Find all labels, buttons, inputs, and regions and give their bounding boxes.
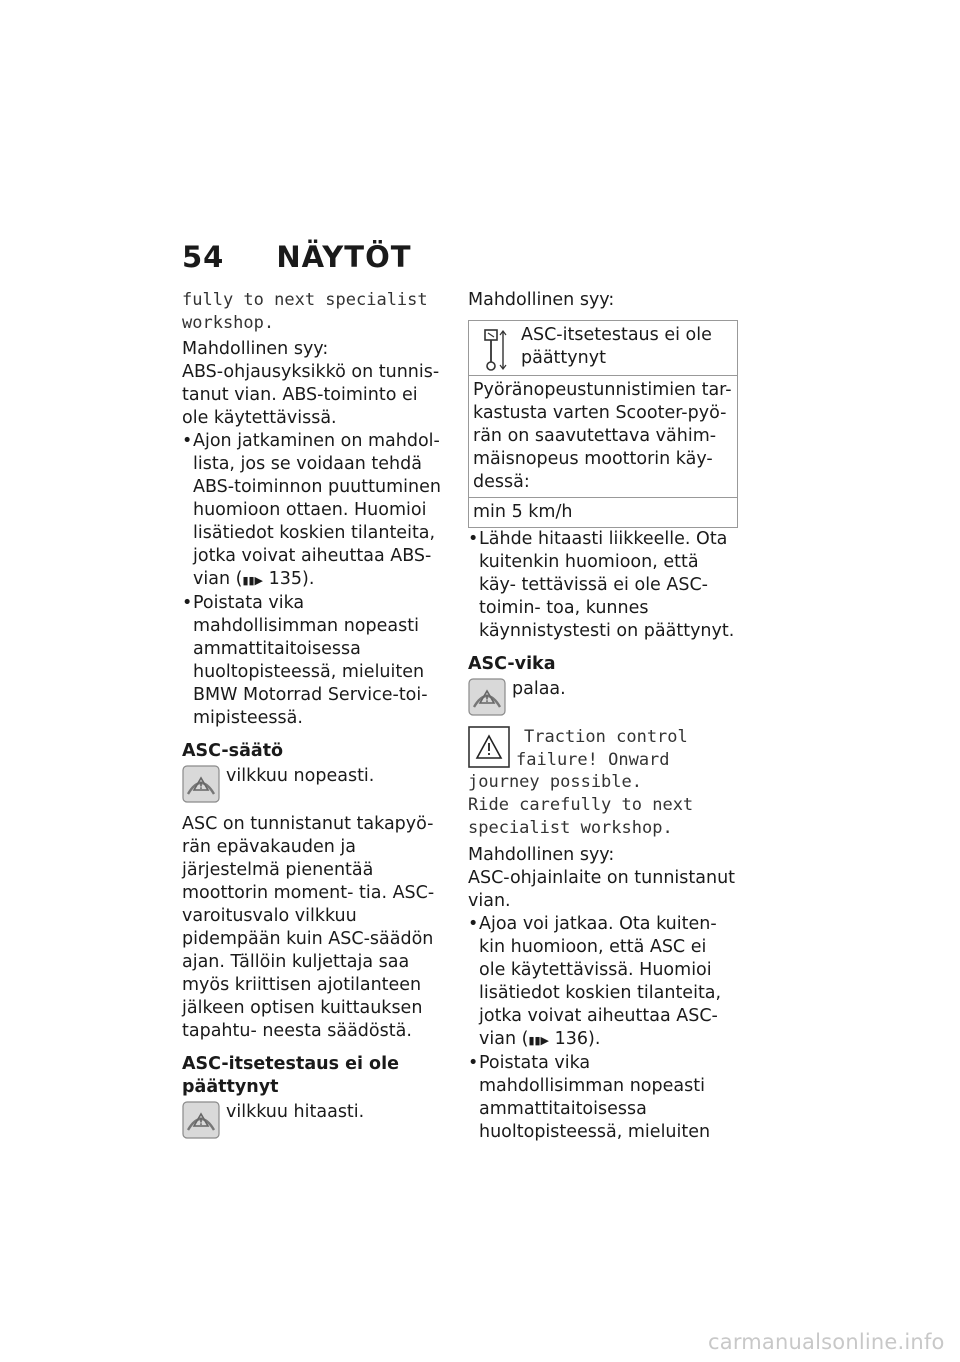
page-header xyxy=(182,240,412,274)
display-message-line: workshop. xyxy=(182,312,275,333)
asc-warning-light-icon xyxy=(468,678,506,716)
list-item xyxy=(468,528,738,643)
cause-label: Mahdollinen syy: xyxy=(468,844,615,865)
left-column xyxy=(182,289,447,1139)
page-reference: 135). xyxy=(268,569,315,590)
body-text: ASC on tunnistanut takapyö- rän epävakauden ja järjestelmä pienentää moottorin moment- tia. ASC-varoitusvalo vilkkuu pidempään kuin ASC-säädön ajan. Tällöin kuljettaja saa myös kriittisen ajotilanteen jälkeen optisen kuittauksen tapahtu- neesta säädöstä. xyxy=(182,814,435,1042)
bullet-text: Ajon jatkaminen on mahdol- lista, jos se voidaan tehdä ABS-toiminnon puuttuminen huomioon ottaen. Huomioi lisätiedot koskien tilanteita, jotka voivat aiheuttaa ABS- vian ( xyxy=(193,431,441,590)
info-table-body: Pyöränopeustunnistimien tar- kastusta varten Scooter-pyö- rän on saavutettava vähim- mäisnopeus moottorin käy- dessä: xyxy=(469,376,738,498)
bullet-text: Lähde hitaasti liikkeelle. Ota kuitenkin huomioon, että käy- tettävissä ei ole ASC-toimin- toa, kunnes käynnistystesti on päättynyt. xyxy=(479,529,735,641)
info-table xyxy=(468,320,738,528)
list-item xyxy=(468,1052,738,1144)
watermark: carmanualsonline.info xyxy=(708,1330,945,1354)
wheel-sensor-icon xyxy=(481,328,507,372)
asc-fault-indicator xyxy=(468,678,738,716)
display-message-line: journey possible. xyxy=(468,772,642,793)
asc-warning-light-icon xyxy=(182,765,220,803)
display-message-line: specialist workshop. xyxy=(468,817,673,838)
bullet-text: Ajoa voi jatkaa. Ota kuiten- kin huomioon, että ASC ei ole käytettävissä. Huomioi lisätiedot koskien tilanteita, jotka voivat aiheuttaa ASC- vian ( xyxy=(479,913,722,1049)
info-table-value: min 5 km/h xyxy=(469,498,738,528)
page-reference: 136). xyxy=(554,1028,601,1049)
page-number: 54 xyxy=(182,240,225,274)
display-message-line: fully to next specialist xyxy=(182,290,428,310)
section-heading-self-test: ASC-itsetestaus ei ole päättynyt xyxy=(182,1054,399,1098)
page-reference-arrow-icon: ▮▮▶ xyxy=(528,1033,550,1047)
bullet-dot: • xyxy=(468,529,479,549)
bullet-dot: • xyxy=(182,593,193,614)
display-message-block xyxy=(468,726,738,771)
indicator-status: vilkkuu hitaasti. xyxy=(226,1102,365,1123)
cause-text: ASC-ohjainlaite on tunnistanut vian. xyxy=(468,867,736,911)
bullet-text: Poistata vika mahdollisimman nopeasti ammattitaitoisessa huoltopisteessä, mieluiten BMW Motorrad Service-toi- mipisteessä. xyxy=(193,593,428,729)
list-item xyxy=(182,430,447,592)
warning-triangle-icon xyxy=(468,726,510,768)
display-message-line: failure! Onward xyxy=(516,749,670,770)
page-reference-arrow-icon: ▮▮▶ xyxy=(242,574,264,588)
info-table-title: ASC-itsetestaus ei ole päättynyt xyxy=(521,325,712,368)
self-test-indicator xyxy=(182,1101,447,1139)
chapter-title: NÄYTÖT xyxy=(276,240,412,274)
indicator-status: palaa. xyxy=(512,679,566,699)
cause-label: Mahdollinen syy: xyxy=(468,290,615,310)
cause-text: ABS-ohjausyksikkö on tunnis- tanut vian. ABS-toiminto ei ole käytettävissä. xyxy=(182,362,440,429)
list-item xyxy=(468,913,738,1052)
indicator-status: vilkkuu nopeasti. xyxy=(226,766,375,787)
bullet-dot: • xyxy=(182,431,193,452)
asc-adjust-indicator xyxy=(182,765,447,803)
asc-warning-light-icon xyxy=(182,1101,220,1139)
section-heading-asc-adjust: ASC-säätö xyxy=(182,741,284,762)
bullet-text: Poistata vika mahdollisimman nopeasti ammattitaitoisessa huoltopisteessä, mieluiten xyxy=(479,1052,711,1142)
list-item xyxy=(182,592,447,730)
right-column xyxy=(468,289,738,1144)
info-table-header xyxy=(469,321,738,376)
section-heading-asc-fault: ASC-vika xyxy=(468,654,556,674)
bullet-dot: • xyxy=(468,913,479,934)
bullet-dot: • xyxy=(468,1052,479,1073)
display-message-line: Ride carefully to next xyxy=(468,795,694,816)
display-message-line: Traction control xyxy=(524,727,688,747)
cause-label: Mahdollinen syy: xyxy=(182,339,329,360)
